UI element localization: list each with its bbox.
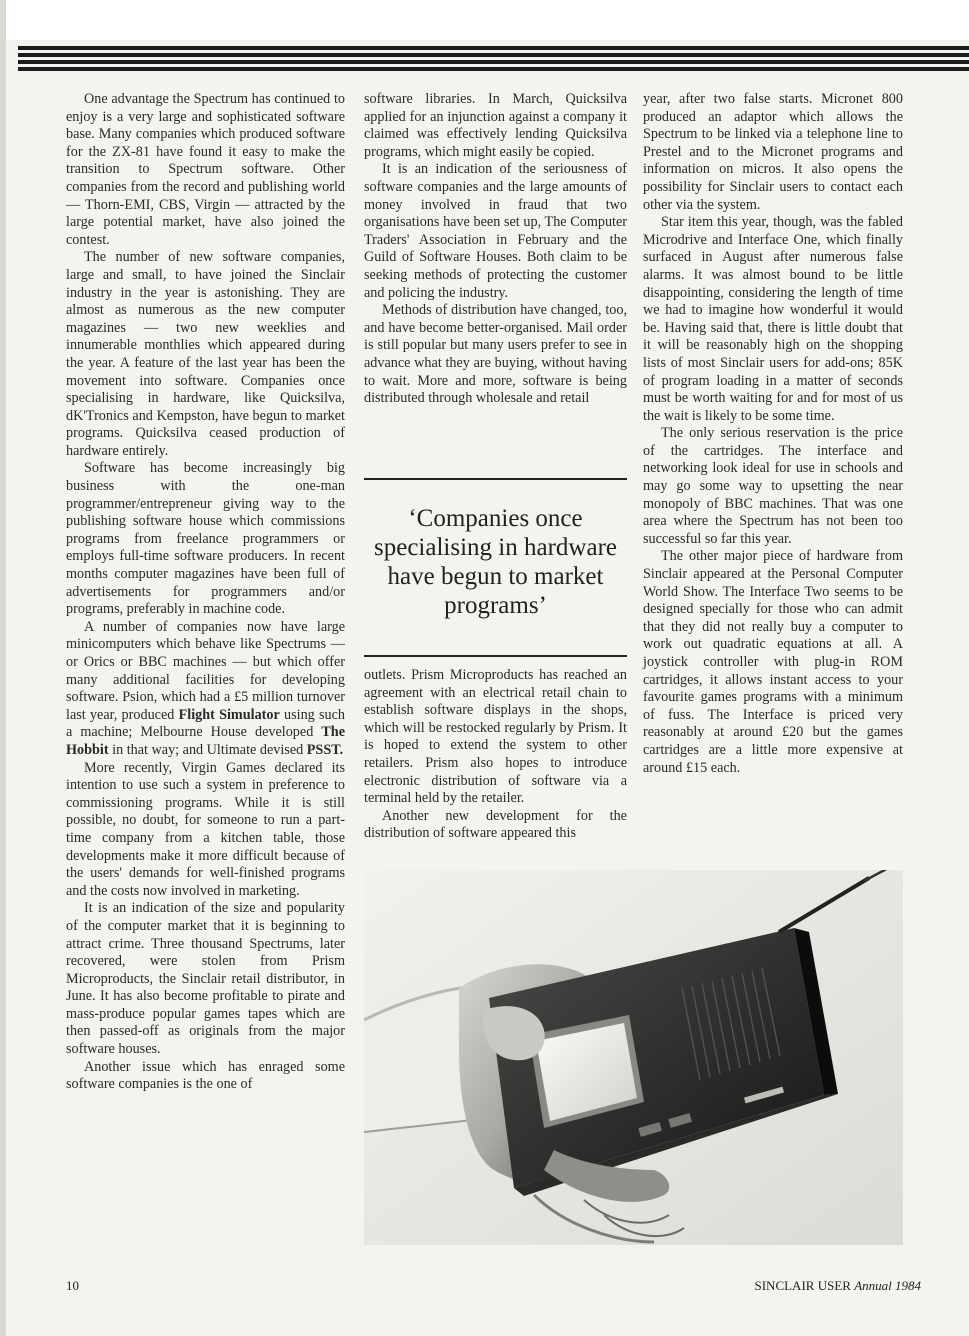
paragraph: The other major piece of hardware from Sinclair appeared at the Personal Computer World Show. The Interface Two seems to be designed specially for those who can admit that they did not really buy a computer to work out quadratic equations at all. A joystick controller with plug-in ROM cartridges, it allows instant access to your favourite games programs with a minimum of fuss. The Interface is priced very reasonably at around £20 but the games cartridges are a little more expensive at around £15 each. <box>643 548 903 776</box>
column-2-top <box>364 91 627 408</box>
paragraph: A number of companies now have large minicomputers which behave like Spectrums — or Orics or BBC machines — but which offer many additional facilities for developing software. Psion, which had a £5 million turnover last year, produced Flight Simulator using such a machine; Melbourne House developed The Hobbit in that way; and Ultimate devised PSST. <box>66 618 345 758</box>
pull-quote: ‘Companies once specialising in hardware have begun to market programs’ <box>374 505 617 619</box>
paragraph: Methods of distribution have changed, too, and have become better-organised. Mail order is still popular but many users prefer to see in advance what they are buying, without having to wait. More and more, software is being distributed through wholesale and retail <box>364 302 627 407</box>
column-1 <box>66 91 345 1094</box>
paragraph: Software has become increasingly big business with the one-man programmer/entrepreneur giving way to the publishing software house which commissions programs from freelance programmers or employs full-time software producers. In recent months computer magazines have been full of advertisements for programmers and/or programs, preferably in machine code. <box>66 460 345 618</box>
paragraph: It is an indication of the seriousness of software companies and the large amounts of money involved in fraud that two organisations have been set up, The Computer Traders' Association in February and the Guild of Software Houses. Both claim to be seeking methods of protecting the customer and policing the industry. <box>364 161 627 301</box>
publication-name: SINCLAIR USER <box>754 1278 851 1293</box>
paragraph: year, after two false starts. Micronet 800 produced an adaptor which allows the Spectrum to be linked via a telephone line to Prestel and to the Micronet programs and information on micros. It also opens the possibility for Sinclair users to contact each other via the system. <box>643 91 903 213</box>
paragraph: It is an indication of the size and popularity of the computer market that it is beginning to attract crime. Three thousand Spectrums, later recovered, were stolen from Prism Microproducts, the Sinclair retail distributor, in June. It has also become profitable to pirate and mass-produce popular games tapes which are then passed-off as originals from the major software houses. <box>66 900 345 1058</box>
paragraph: Another new development for the distribution of software appeared this <box>364 807 627 842</box>
title-flight-simulator: Flight Simulator <box>178 706 280 723</box>
page-left-edge <box>0 0 6 1336</box>
header-rules <box>18 46 969 74</box>
column-2-bottom <box>364 667 627 843</box>
pull-quote-box <box>364 478 627 657</box>
page-number: 10 <box>66 1278 79 1293</box>
paragraph: outlets. Prism Microproducts has reached an agreement with an electrical retail chain to establish software displays in the shops, which will be restocked regularly by Prism. It is hoped to extend the system to other retailers. Prism also hopes to introduce electronic distribution of software via a terminal held by the retailer. <box>364 667 627 807</box>
photo-pocket-tv-in-hand <box>364 870 903 1245</box>
issue-name: Annual 1984 <box>854 1278 921 1293</box>
paragraph: One advantage the Spectrum has continued to enjoy is a very large and sophisticated software base. Many companies which produced software for the ZX-81 have found it easy to make the transition to Spectrum software. Other companies from the record and publishing world — Thorn-EMI, CBS, Virgin — attracted by the large potential market, have also joined the contest. <box>66 91 345 248</box>
paragraph: Star item this year, though, was the fabled Microdrive and Interface One, which finally surfaced in August after numerous false alarms. It was almost bound to be little disappointing, considering the length of time we had to imagine how wonderful it would be. Having said that, there is little doubt that it will be reasonably high on the shopping lists of most Sinclair users for add-ons; 85K of program loading in a matter of seconds must be worth waiting for and for most of us the wait is likely to be some time. <box>643 214 903 424</box>
page-top-margin <box>0 0 969 40</box>
paragraph: More recently, Virgin Games declared its intention to use such a system in preference to commissioning programs. While it is still possible, no doubt, for someone to run a part-time company from a kitchen table, those developments make it more difficult because of the users' demands for well-finished programs and the costs now involved in marketing. <box>66 759 345 899</box>
running-footer <box>755 1278 922 1294</box>
title-the-hobbit: The Hobbit <box>66 724 345 758</box>
paragraph: software libraries. In March, Quicksilva applied for an injunction against a company it claimed was effectively lending Quicksilva programs, which might easily be copied. <box>364 91 627 160</box>
title-psst: PSST. <box>306 741 344 758</box>
paragraph: Another issue which has enraged some software companies is the one of <box>66 1058 345 1093</box>
paragraph: The number of new software companies, large and small, to have joined the Sinclair industry in the year is astonishing. They are almost as numerous as the new computer magazines — two new weeklies and innumerable monthlies which appeared during the year. A feature of the last year has been the movement into software. Companies once specialising in hardware, like Quicksilva, dK'Tronics and Kempston, have begun to market programs. Quicksilva ceased production of hardware entirely. <box>66 249 345 459</box>
column-3 <box>643 91 903 777</box>
paragraph: The only serious reservation is the price of the cartridges. The interface and networking look ideal for use in schools and may go some way to upsetting the near monopoly of BBC machines. That was one area where the Spectrum has not been too successful so far this year. <box>643 425 903 547</box>
pocket-tv-illustration <box>364 870 903 1245</box>
